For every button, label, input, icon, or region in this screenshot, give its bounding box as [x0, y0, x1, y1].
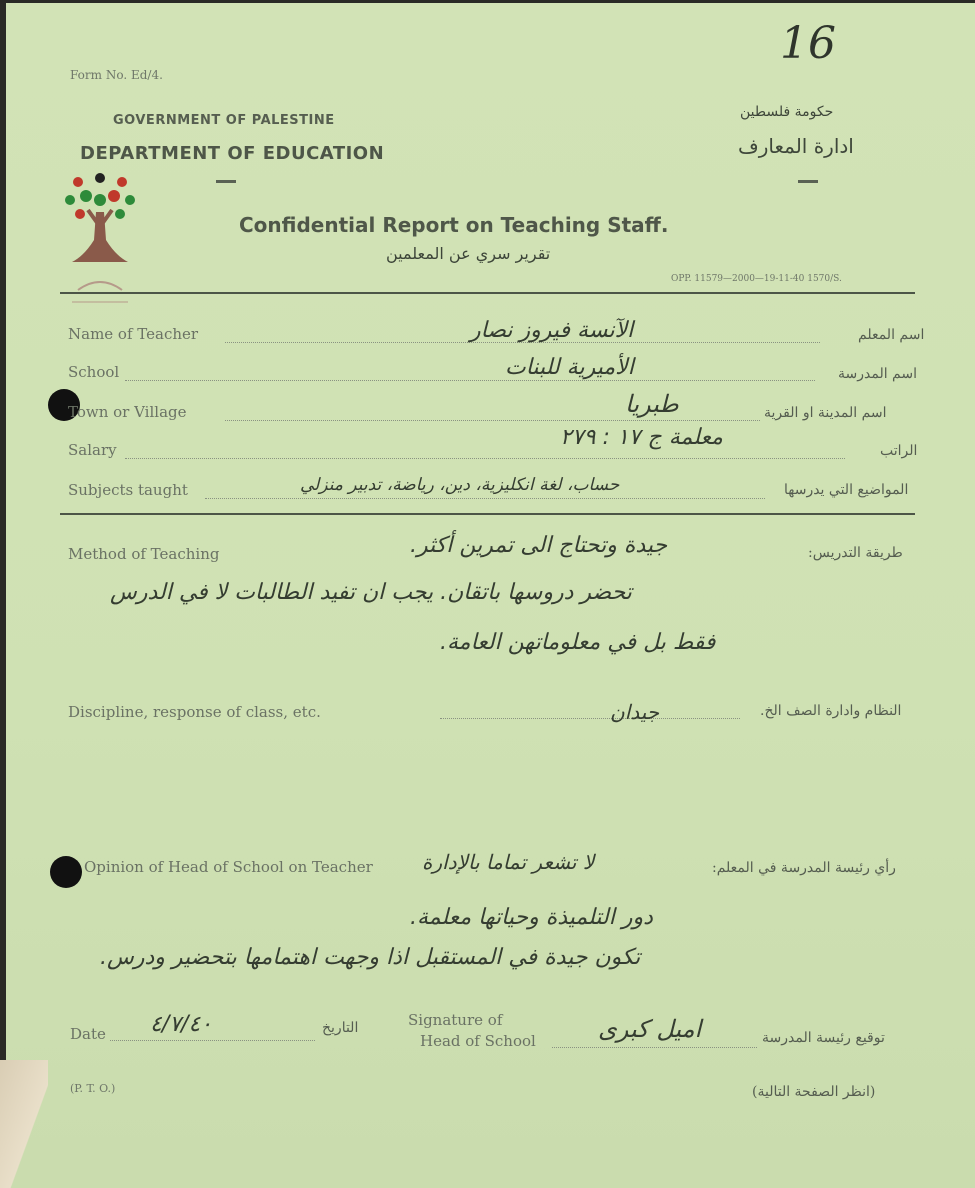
print-reference: OPP. 11579—2000—19-11-40 1570/S.: [671, 274, 842, 284]
report-title-ar: تقرير سري عن المعلمين: [386, 244, 551, 263]
school-value[interactable]: الأميرية للبنات: [505, 355, 634, 380]
department-heading: DEPARTMENT OF EDUCATION: [80, 143, 385, 164]
subjects-label-ar: المواضيع التي يدرسها: [784, 482, 909, 498]
subjects-value[interactable]: حساب، لغة انكليزية، دين، رياضة، تدبير منزلي: [300, 475, 620, 495]
school-label-ar: اسم المدرسة: [838, 366, 917, 382]
school-line: [125, 380, 815, 381]
tree-logo-icon: [60, 170, 140, 320]
form-number: Form No. Ed/4.: [70, 68, 163, 82]
discipline-value[interactable]: جيدان: [610, 700, 660, 724]
school-label: School: [68, 363, 120, 381]
scan-edge-top: [0, 0, 975, 3]
punch-hole-bottom: [50, 856, 82, 888]
method-line-1[interactable]: جيدة وتحتاج الى تمرين أكثر.: [410, 533, 668, 558]
teacher-label: Name of Teacher: [68, 325, 199, 343]
government-heading-ar: حكومة فلسطين: [740, 104, 834, 120]
archive-logo: [60, 170, 140, 320]
salary-value[interactable]: معلمة ج ١٧ : ٢٧٩: [560, 425, 723, 450]
date-label: Date: [70, 1025, 106, 1043]
town-line: [225, 420, 760, 421]
department-heading-ar: ادارة المعارف: [738, 134, 854, 158]
date-line: [110, 1040, 315, 1041]
method-label: Method of Teaching: [68, 545, 220, 563]
middle-rule: [60, 513, 915, 515]
method-line-2[interactable]: تحضر دروسها باتقان. يجب ان تفيد الطالبات لا في الدرس: [110, 580, 632, 605]
paper-strip: [0, 1060, 48, 1188]
opinion-line-1[interactable]: لا تشعر تماما بالإدارة: [422, 850, 595, 874]
discipline-label: Discipline, response of class, etc.: [68, 703, 321, 721]
opinion-label: Opinion of Head of School on Teacher: [84, 858, 373, 876]
salary-label: Salary: [68, 441, 117, 459]
subjects-label: Subjects taught: [68, 481, 188, 499]
method-label-ar: طريقة التدريس:: [808, 545, 903, 561]
method-line-3[interactable]: فقط بل في معلوماتهن العامة.: [440, 630, 716, 655]
government-heading: GOVERNMENT OF PALESTINE: [113, 113, 335, 128]
opinion-line-2[interactable]: دور التلميذة وحياتها معلمة.: [410, 905, 653, 930]
header-dash-left: [216, 180, 236, 183]
scan-edge-left: [0, 0, 6, 1188]
pto-note: (P. T. O.): [70, 1082, 116, 1095]
subjects-line: [205, 498, 765, 499]
signature-label-line2: Head of School: [420, 1032, 536, 1050]
teacher-label-ar: اسم المعلم: [858, 327, 925, 343]
signature-value[interactable]: اميل كبرى: [598, 1015, 702, 1043]
town-label-ar: اسم المدينة او القرية: [764, 405, 887, 421]
opinion-label-ar: رأي رئيسة المدرسة في المعلم:: [712, 860, 896, 876]
header-dash-right: [798, 180, 818, 183]
salary-line: [125, 458, 845, 459]
pto-note-ar: (انظر الصفحة التالية): [752, 1084, 876, 1100]
report-title: Confidential Report on Teaching Staff.: [239, 213, 669, 237]
top-rule: [60, 292, 915, 294]
page-number: 16: [780, 18, 836, 69]
discipline-label-ar: النظام وادارة الصف الخ.: [760, 703, 902, 719]
town-label: Town or Village: [68, 403, 187, 421]
town-value[interactable]: طبريا: [625, 390, 679, 418]
date-value[interactable]: ٤/٧/٤٠: [150, 1012, 213, 1037]
discipline-line: [440, 718, 740, 719]
signature-line: [552, 1047, 757, 1048]
signature-label-ar: توقيع رئيسة المدرسة: [762, 1030, 885, 1046]
teacher-value[interactable]: الآنسة فيروز نصار: [470, 318, 634, 343]
salary-label-ar: الراتب: [880, 443, 918, 459]
date-label-ar: التاريخ: [322, 1020, 359, 1036]
opinion-line-3[interactable]: تكون جيدة في المستقبل اذا وجهت اهتمامها بتحضير ودرس.: [100, 945, 641, 970]
signature-label-line1: Signature of: [408, 1011, 503, 1029]
